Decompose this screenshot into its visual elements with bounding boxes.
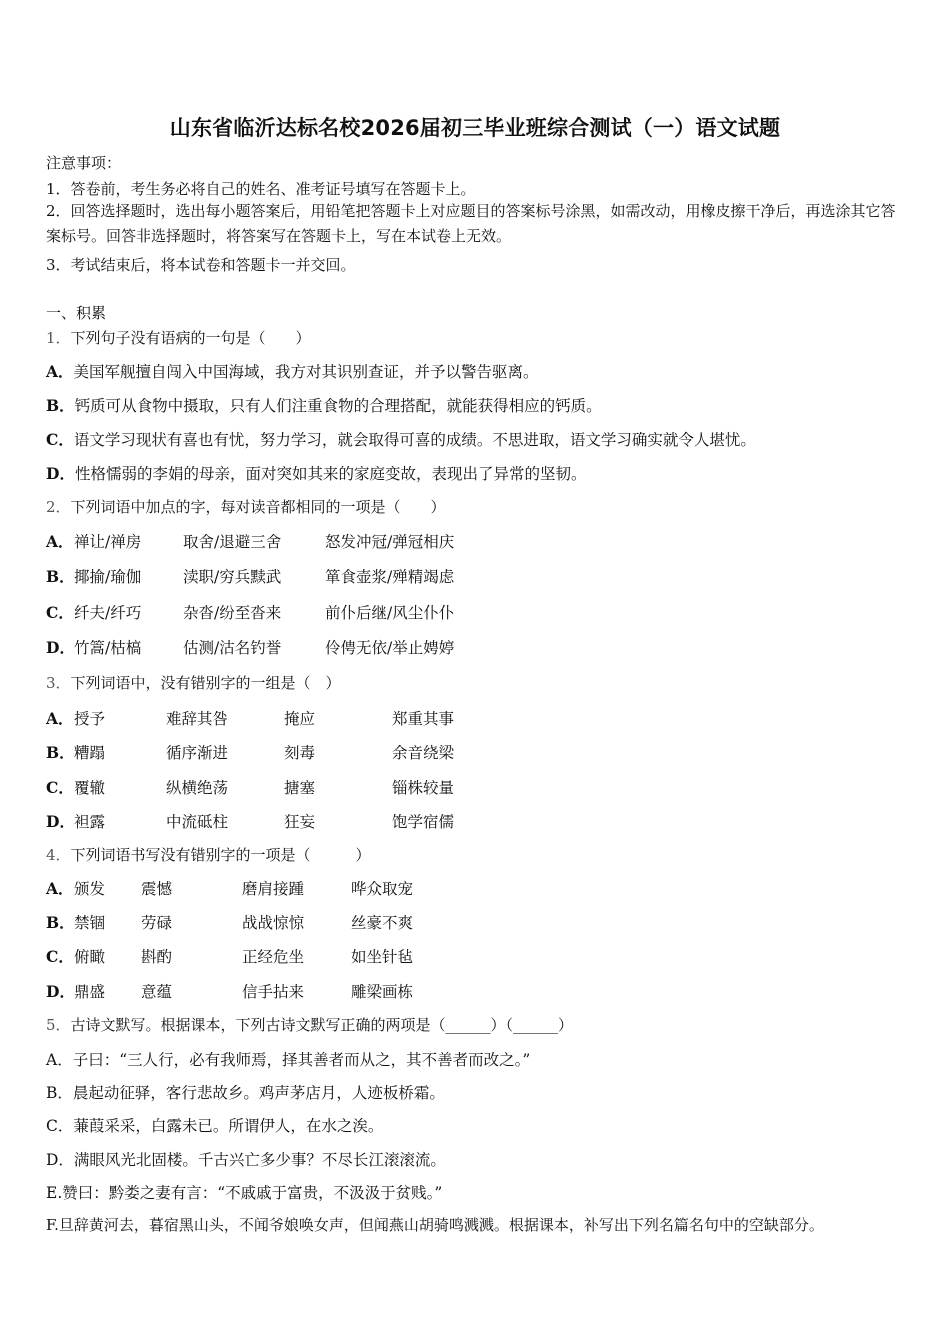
q5-option-e[interactable]: E.赞曰：黔娄之妻有言：“不戚戚于富贵，不汲汲于贫贱。” [46,1184,443,1202]
option-letter: C． [46,603,74,622]
option-word: 丝豪不爽 [351,914,414,932]
option-word: 前仆后继/风尘仆仆 [325,604,455,622]
question-text: 下列句子没有语病的一句是（ ） [70,329,311,347]
option-word: 搪塞 [284,779,316,797]
q5-option-b[interactable]: B．晨起动征驿，客行悲故乡。鸡声茅店月，人迹板桥霜。 [46,1084,445,1102]
option-text: 钙质可从食物中摄取，只有人们注重食物的合理搭配，就能获得相应的钙质。 [74,397,602,415]
option-letter: A． [46,879,74,898]
option-word: 劳碌 [141,914,173,932]
question-text: 下列词语中加点的字，每对读音都相同的一项是（ ） [70,498,446,516]
option-word: 估测/沽名钓誉 [183,639,282,657]
option-letter: D． [46,982,75,1001]
option-word: 饱学宿儒 [392,813,455,831]
section-heading: 一、积累 [46,304,107,322]
option-word: 中流砥柱 [166,813,229,831]
option-word: 颁发 [74,880,106,898]
question-text: 下列词语中，没有错别字的一组是（ ） [70,674,341,692]
notice-item: 1．答卷前，考生务必将自己的姓名、准考证号填写在答题卡上。 [46,180,476,198]
option-word: 俯瞰 [74,948,106,966]
option-word: 意蕴 [141,983,173,1001]
option-letter: C． [46,430,74,449]
option-word: 斟酌 [141,948,173,966]
q1-option-d[interactable] [46,462,586,484]
option-word: 取舍/退避三舍 [183,533,282,551]
option-letter: C． [46,778,74,797]
question-2-stem [46,496,446,517]
option-word: 郑重其事 [392,710,455,728]
option-text: 语文学习现状有喜也有忧，努力学习，就会取得可喜的成绩。不思进取，语文学习确实就令人堪忧。 [73,431,756,449]
option-word: 纤夫/纤巧 [74,604,142,622]
option-word: 竹篙/枯槁 [74,639,142,657]
option-word: 纵横绝荡 [166,779,229,797]
option-letter: C． [46,947,74,966]
question-5-stem [46,1014,573,1035]
question-number: 2． [46,498,71,516]
option-word: 鼎盛 [74,983,106,1001]
option-letter: D． [46,812,75,831]
q5-option-f[interactable]: F.旦辞黄河去，暮宿黑山头，不闻爷娘唤女声，但闻燕山胡骑鸣溅溅。根据课本，补写出下列名篇名句中的空缺部分。 [46,1216,824,1234]
option-word: 禁锢 [74,914,106,932]
option-word: 袒露 [74,813,106,831]
option-letter: A． [46,362,74,381]
option-text: 美国军舰擅自闯入中国海域，我方对其识别查证，并予以警告驱离。 [73,363,539,381]
q1-option-b[interactable] [46,394,602,416]
q1-option-a[interactable] [46,360,539,382]
option-word: 如坐针毡 [351,948,414,966]
option-word: 循序渐进 [166,744,229,762]
option-word: 刻毒 [284,744,316,762]
option-word: 授予 [74,710,106,728]
question-number: 3． [46,674,71,692]
q5-option-c[interactable]: C．蒹葭采采，白露未已。所谓伊人，在水之涘。 [46,1117,384,1135]
option-letter: B． [46,743,75,762]
option-letter: D． [46,464,75,483]
notice-item: 2．回答选择题时，选出每小题答案后，用铅笔把答题卡上对应题目的答案标号涂黑，如需改动，用橡皮擦干净后，再选涂其它答案标号。回答非选择题时，将答案写在答题卡上，写在本试卷上无效。 [46,202,896,245]
option-word: 狂妄 [284,813,316,831]
option-word: 掩应 [284,710,316,728]
option-word: 战战惊惊 [242,914,305,932]
option-letter: A． [46,709,74,728]
question-4-stem [46,844,371,865]
option-word: 难辞其咎 [166,710,229,728]
option-word: 磨肩接踵 [242,880,305,898]
option-letter: B． [46,567,75,586]
q1-option-c[interactable] [46,428,756,450]
option-word: 震憾 [141,880,173,898]
question-number: 1． [46,329,71,347]
q5-option-a[interactable]: A．子曰：“三人行，必有我师焉，择其善者而从之，其不善者而改之。” [46,1051,531,1069]
page-title: 山东省临沂达标名校2026届初三毕业班综合测试（一）语文试题 [169,116,781,140]
question-number: 5． [46,1016,71,1034]
question-3-stem [46,672,341,693]
option-word: 哗众取宠 [351,880,414,898]
option-word: 余音绕梁 [392,744,455,762]
option-word: 渎职/穷兵黩武 [183,568,282,586]
question-1-stem [46,327,311,348]
notice-heading: 注意事项： [46,154,122,172]
question-text: 古诗文默写。根据课本，下列古诗文默写正确的两项是（______）（______） [70,1016,574,1034]
option-letter: A． [46,532,74,551]
q5-option-d[interactable]: D．满眼风光北固楼。千古兴亡多少事？不尽长江滚滚流。 [46,1151,446,1169]
option-letter: D． [46,638,75,657]
option-word: 揶揄/瑜伽 [74,568,142,586]
option-word: 怒发冲冠/弹冠相庆 [325,533,455,551]
option-word: 杂沓/纷至沓来 [183,604,282,622]
option-word: 糟蹋 [74,744,106,762]
option-letter: B． [46,913,75,932]
option-word: 覆辙 [74,779,106,797]
option-word: 禅让/禅房 [74,533,142,551]
option-word: 箪食壶浆/殚精竭虑 [325,568,455,586]
question-number: 4． [46,846,71,864]
option-word: 正经危坐 [242,948,305,966]
question-text: 下列词语书写没有错别字的一项是（ ） [70,846,371,864]
option-word: 锱株较量 [392,779,455,797]
option-word: 信手拈来 [242,983,305,1001]
option-text: 性格懦弱的李娟的母亲，面对突如其来的家庭变故，表现出了异常的坚韧。 [74,465,587,483]
option-word: 雕梁画栋 [351,983,414,1001]
option-letter: B． [46,396,75,415]
notice-item: 3．考试结束后，将本试卷和答题卡一并交回。 [46,256,356,274]
option-word: 伶俜无依/举止娉婷 [325,639,455,657]
